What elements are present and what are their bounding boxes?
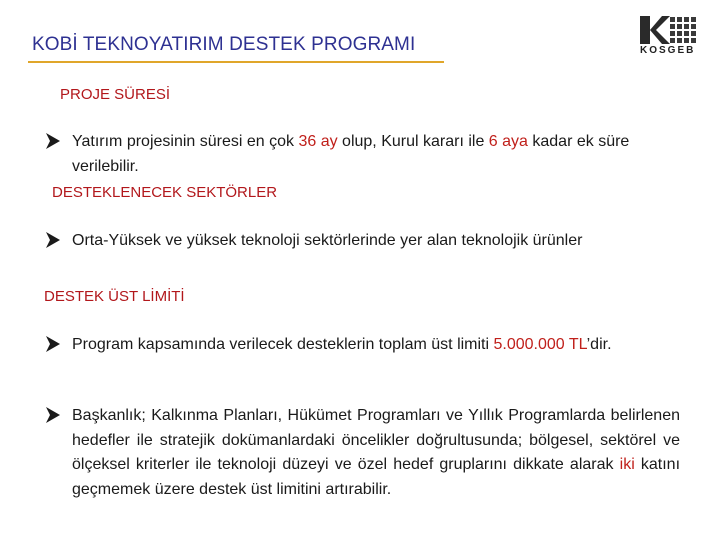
text-part: Yatırım projesinin süresi en çok	[72, 133, 299, 150]
text-part: ’dir.	[586, 336, 612, 353]
bullet-text	[72, 130, 680, 179]
bullet-text: Orta-Yüksek ve yüksek teknoloji sektörlerinde yer alan teknolojik ürünler	[72, 232, 583, 249]
text-part: Başkanlık; Kalkınma Planları, Hükümet Programları ve Yıllık Programlarda belirlenen hedefler ile stratejik dokümanlardaki öncelikler doğrultusunda; bölgesel, sektörel ve ölçeksel kriterler ile teknoloji düzeyi ve özel hedef gruplarını dikkate alarak	[72, 407, 680, 473]
highlight-iki: iki	[619, 456, 635, 473]
bullet-proje-suresi	[44, 130, 680, 179]
highlight-limit: 5.000.000 TL	[493, 336, 587, 353]
section-heading-ust-limit: DESTEK ÜST LİMİTİ	[44, 288, 185, 305]
section-heading-sektorler: DESTEKLENECEK SEKTÖRLER	[52, 184, 278, 201]
arrow-bullet-icon	[44, 231, 62, 258]
text-part: olup, Kurul kararı ile	[337, 133, 489, 150]
text-part: katını geçmemek üzere destek üst limitini artırabilir.	[72, 456, 681, 498]
bullet-text	[72, 404, 680, 502]
arrow-bullet-icon	[44, 335, 62, 362]
bullet-text	[72, 333, 680, 358]
highlight-36-ay: 36 ay	[298, 133, 338, 150]
bullet-ust-limit-1	[44, 333, 680, 358]
arrow-bullet-icon	[44, 132, 62, 159]
bullet-sektorler	[44, 229, 680, 254]
title-underline	[28, 61, 444, 63]
text-part: Program kapsamında verilecek desteklerin toplam üst limiti	[72, 336, 494, 353]
logo-text: KOSGEB	[640, 45, 696, 56]
arrow-bullet-icon	[44, 406, 62, 433]
bullet-ust-limit-2	[44, 404, 680, 502]
page-title: KOBİ TEKNOYATIRIM DESTEK PROGRAMI	[32, 34, 416, 55]
text-part: kadar ek süre verilebilir.	[72, 133, 630, 175]
section-heading-proje-suresi: PROJE SÜRESİ	[60, 86, 171, 103]
highlight-6-aya: 6 aya	[488, 133, 528, 150]
